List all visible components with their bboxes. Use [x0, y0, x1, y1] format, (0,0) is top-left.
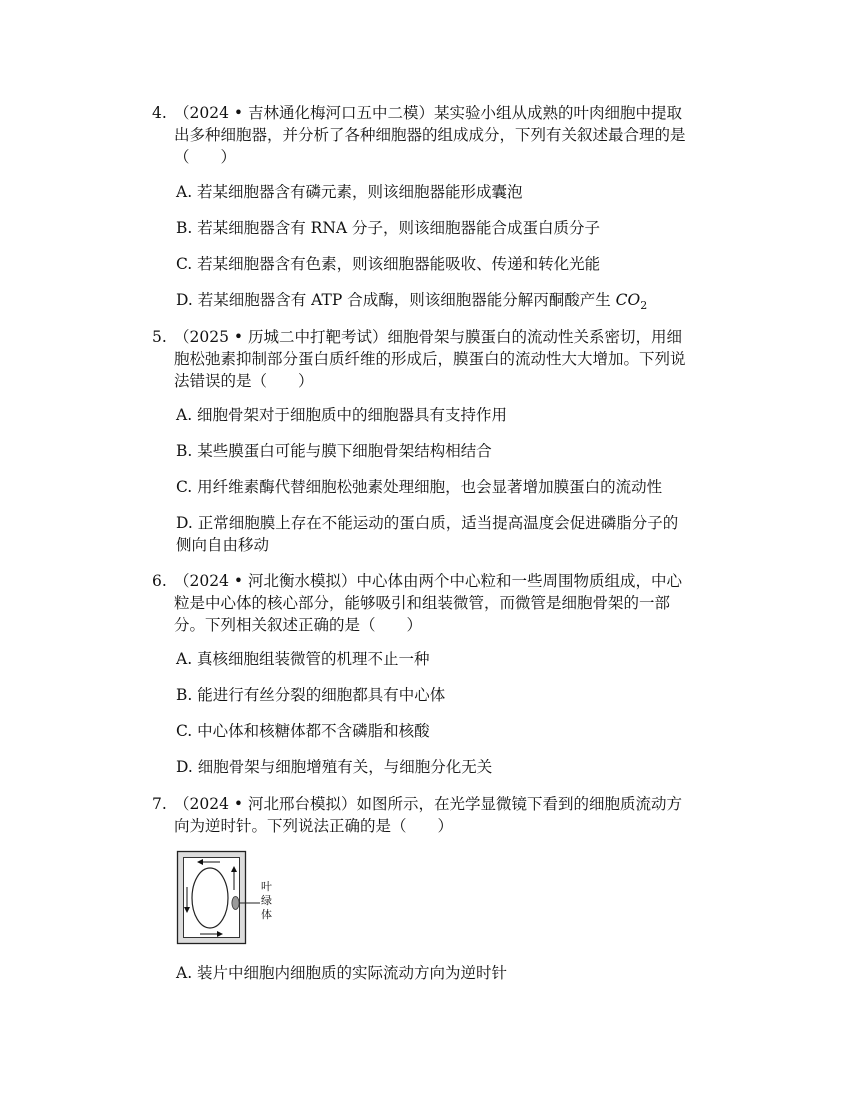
question-stem — [174, 102, 742, 168]
stem-line: 胞松弛素抑制部分蛋白质纤维的形成后，膜蛋白的流动性大大增加。下列说 — [174, 350, 686, 368]
figure-label-char: 叶 — [261, 880, 272, 893]
q4-option-c: C. 若某细胞器含有色素，则该细胞器能吸收、传递和转化光能 — [176, 255, 601, 273]
question-number: 4. — [152, 104, 167, 122]
stem-line: （2025 • 历城二中打靶考试）细胞骨架与膜蛋白的流动性关系密切，用细 — [174, 328, 682, 346]
question-7 — [152, 793, 742, 837]
question-4 — [152, 102, 742, 168]
co2-formula: $CO_2$ — [615, 291, 648, 313]
q5-option-c: C. 用纤维素酶代替细胞松弛素处理细胞，也会显著增加膜蛋白的流动性 — [176, 478, 663, 496]
vacuole — [192, 868, 228, 928]
q6-option-d: D. 细胞骨架与细胞增殖有关，与细胞分化无关 — [176, 758, 493, 776]
figure-label-char: 绿 — [261, 894, 272, 907]
option-line: D. 正常细胞膜上存在不能运动的蛋白质，适当提高温度会促进磷脂分子的 — [176, 514, 679, 532]
q4-option-a: A. 若某细胞器含有磷元素，则该细胞器能形成囊泡 — [176, 183, 523, 201]
question-number: 6. — [152, 572, 167, 590]
stem-line: （2024 • 吉林通化梅河口五中二模）某实验小组从成熟的叶肉细胞中提取 — [174, 104, 682, 122]
stem-line: 粒是中心体的核心部分，能够吸引和组装微管，而微管是细胞骨架的一部 — [174, 594, 671, 612]
q6-option-c: C. 中心体和核糖体都不含磷脂和核酸 — [176, 722, 430, 740]
option-line: 侧向自由移动 — [176, 536, 270, 554]
q5-option-a: A. 细胞骨架对于细胞质中的细胞器具有支持作用 — [176, 406, 508, 424]
q5-option-d — [176, 512, 746, 556]
q6-option-a: A. 真核细胞组装微管的机理不止一种 — [176, 650, 430, 668]
stem-line: 向为逆时针。下列说法正确的是（ ） — [174, 817, 454, 835]
question-stem — [174, 570, 742, 636]
question-stem — [174, 793, 742, 837]
stem-line: （ ） — [174, 148, 237, 166]
question-5 — [152, 326, 742, 392]
chloroplast — [232, 897, 239, 910]
q4-option-d — [176, 289, 746, 317]
option-text: D. 若某细胞器含有 ATP 合成酶，则该细胞器能分解丙酮酸产生 — [176, 291, 616, 309]
cell-streaming-figure — [176, 850, 286, 946]
figure-label-char: 体 — [261, 908, 272, 921]
stem-line: （2024 • 河北衡水模拟）中心体由两个中心粒和一些周围物质组成，中心 — [174, 572, 682, 590]
q5-option-b: B. 某些膜蛋白可能与膜下细胞骨架结构相结合 — [176, 442, 492, 460]
question-6 — [152, 570, 742, 636]
stem-line: 法错误的是（ ） — [174, 372, 314, 390]
q6-option-b: B. 能进行有丝分裂的细胞都具有中心体 — [176, 686, 446, 704]
question-number: 7. — [152, 795, 167, 813]
question-stem — [174, 326, 742, 392]
question-number: 5. — [152, 328, 167, 346]
stem-line: 出多种细胞器，并分析了各种细胞器的组成成分，下列有关叙述最合理的是 — [174, 126, 686, 144]
stem-line: 分。下列相关叙述正确的是（ ） — [174, 616, 423, 634]
q4-option-b: B. 若某细胞器含有 RNA 分子，则该细胞器能合成蛋白质分子 — [176, 219, 601, 237]
stem-line: （2024 • 河北邢台模拟）如图所示，在光学显微镜下看到的细胞质流动方 — [174, 795, 682, 813]
q7-option-a: A. 装片中细胞内细胞质的实际流动方向为逆时针 — [176, 964, 508, 982]
